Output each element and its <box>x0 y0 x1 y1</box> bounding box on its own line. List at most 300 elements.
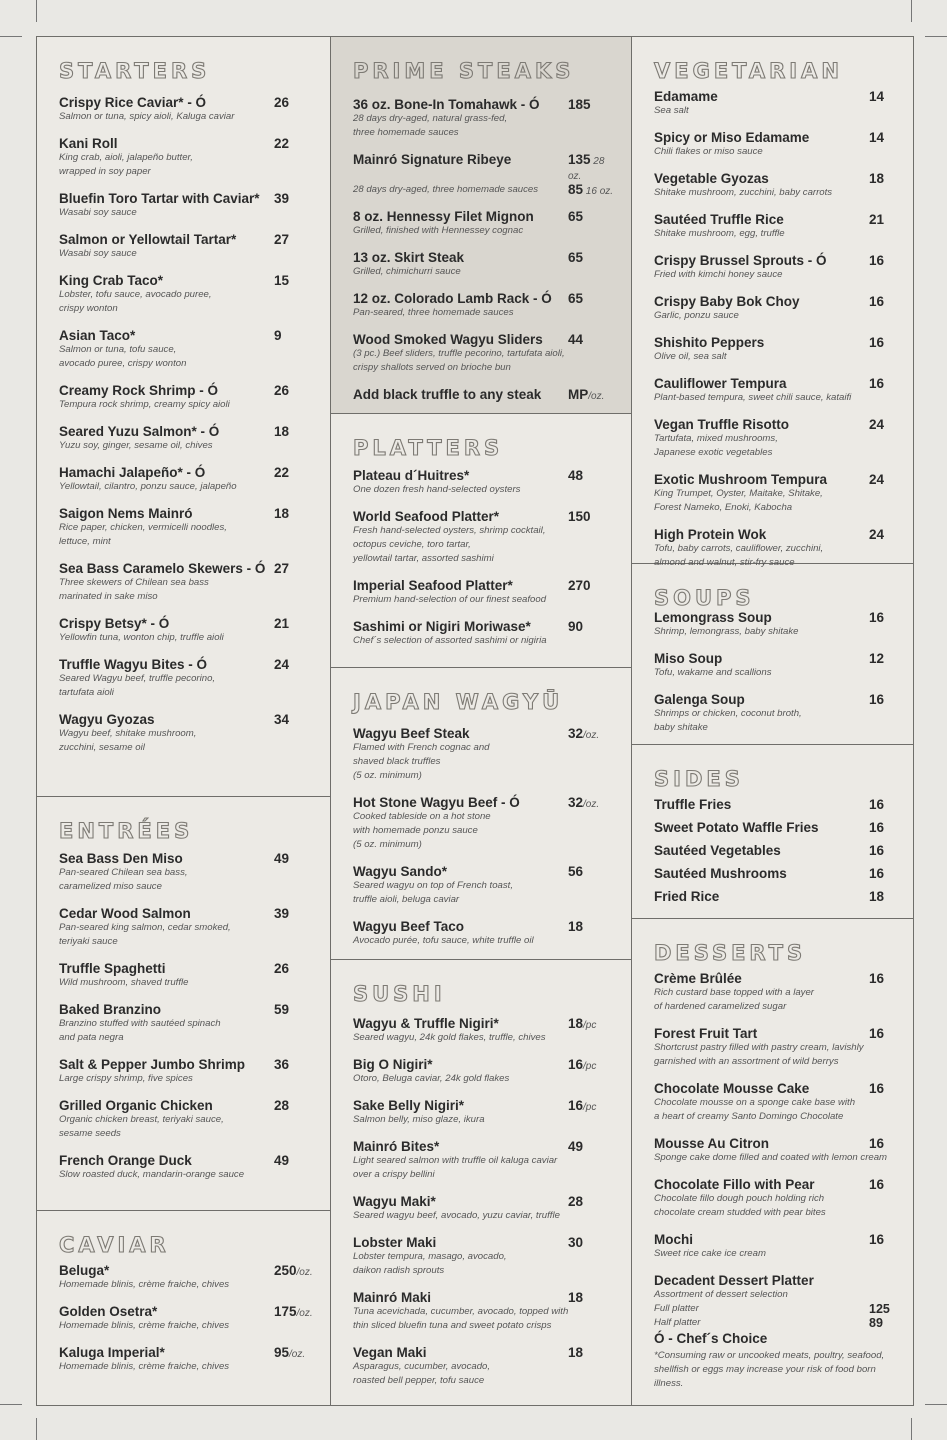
item-price <box>568 1139 583 1154</box>
menu-item-baked-branzino <box>59 1002 314 1045</box>
item-name: Truffle Fries <box>654 797 732 812</box>
menu-item-list <box>353 468 615 660</box>
item-price <box>274 1153 289 1168</box>
item-price <box>274 616 289 631</box>
menu-item-fried-rice <box>654 889 897 904</box>
menu-item-row <box>353 1345 615 1360</box>
menu-item-truffle-wagyu-bites-o <box>59 657 314 700</box>
menu-item-row <box>654 1177 897 1192</box>
menu-item-row <box>353 1290 615 1305</box>
section-title: CAVIAR <box>59 1233 170 1257</box>
item-name: Sake Belly Nigiri* <box>353 1098 465 1113</box>
menu-item-row <box>59 851 314 866</box>
menu-item-hamachi-jalapeno-o <box>59 465 314 494</box>
menu-item-truffle-spaghetti <box>59 961 314 990</box>
price-line <box>869 820 884 835</box>
price-line <box>274 465 289 480</box>
price-unit: /pc <box>583 1061 597 1072</box>
price-value: 56 <box>568 864 584 879</box>
menu-item-row <box>654 335 897 350</box>
item-price <box>568 152 615 197</box>
price-line <box>869 527 884 542</box>
price-line <box>869 335 884 350</box>
section-title: PLATTERS <box>353 436 504 460</box>
price-line <box>869 1232 884 1247</box>
price-value: 39 <box>274 906 290 921</box>
menu-item-row <box>59 383 314 398</box>
item-price <box>869 1136 884 1151</box>
menu-item-chocolate-fillo-with-pear <box>654 1177 897 1220</box>
column-left <box>37 37 330 1405</box>
item-price <box>274 657 289 672</box>
item-name: Wagyu Sando* <box>353 864 448 879</box>
item-price <box>274 1304 313 1319</box>
item-price <box>568 619 583 634</box>
price-value: MP <box>568 387 589 402</box>
menu-item-mochi <box>654 1232 897 1261</box>
item-price <box>869 866 884 881</box>
item-description: Flamed with French cognac and shaved black truffles (5 oz. minimum) <box>353 742 490 781</box>
item-name: Baked Branzino <box>59 1002 162 1017</box>
price-unit: 16 oz. <box>583 186 614 197</box>
chef-choice-legend: Ó - Chef´s Choice <box>654 1331 768 1346</box>
item-description: Sea salt <box>654 105 689 116</box>
menu-item-list <box>59 1263 314 1386</box>
item-price <box>869 971 884 986</box>
section-vegetarian <box>632 37 913 568</box>
item-name: Seared Yuzu Salmon* - Ó <box>59 424 220 439</box>
price-line <box>568 468 583 483</box>
item-description: One dozen fresh hand-selected oysters <box>353 484 521 495</box>
price-value: 65 <box>568 291 584 306</box>
item-name: Cedar Wood Salmon <box>59 906 191 921</box>
item-description: King crab, aioli, jalapeño butter, wrapped in soy paper <box>59 152 193 177</box>
price-line <box>274 657 289 672</box>
menu-item-kani-roll <box>59 136 314 179</box>
menu-item-lemongrass-soup <box>654 610 897 639</box>
menu-item-salmon-or-yellowtail-tartar <box>59 232 314 261</box>
item-price <box>568 864 583 879</box>
item-description: Seared Wagyu beef, truffle pecorino, tartufata aioli <box>59 673 216 698</box>
item-name: Add black truffle to any steak <box>353 387 542 402</box>
price-line <box>274 1098 289 1113</box>
price-value: 14 <box>869 130 885 145</box>
price-value: 28 <box>274 1098 290 1113</box>
price-line <box>869 1026 884 1041</box>
price-value: 18 <box>568 1345 584 1360</box>
item-price <box>568 387 604 402</box>
item-price <box>869 889 884 904</box>
item-description: Light seared salmon with truffle oil kaluga caviar over a crispy bellini <box>353 1155 558 1180</box>
item-description: Salmon or tuna, tofu sauce, avocado puree, crispy wonton <box>59 344 187 369</box>
menu-item-row <box>59 95 314 110</box>
menu-item-row <box>654 866 897 881</box>
menu-item-sauteed-truffle-rice <box>654 212 897 241</box>
price-line <box>869 610 884 625</box>
item-name: Imperial Seafood Platter* <box>353 578 513 593</box>
item-name: Big O Nigiri* <box>353 1057 433 1072</box>
menu-item-row <box>59 1153 314 1168</box>
menu-item-saigon-nems-mainro <box>59 506 314 549</box>
item-name: Sea Bass Den Miso <box>59 851 183 866</box>
menu-item-crispy-brussel-sprouts-o <box>654 253 897 282</box>
menu-item-king-crab-taco <box>59 273 314 316</box>
item-name: Vegetable Gyozas <box>654 171 769 186</box>
item-description: Shrimps or chicken, coconut broth, baby shitake <box>654 708 802 733</box>
price-value: 21 <box>274 616 290 631</box>
item-description: Yellowfin tuna, wonton chip, truffle aioli <box>59 632 224 643</box>
item-description: Chocolate fillo dough pouch holding rich chocolate cream studded with pear bites <box>654 1193 826 1218</box>
item-price <box>274 506 289 521</box>
item-name: Plateau d´Huitres* <box>353 468 470 483</box>
item-price <box>869 1026 884 1041</box>
item-price <box>274 906 289 921</box>
item-description: Pan-seared Chilean sea bass, caramelized miso sauce <box>59 867 188 892</box>
item-price <box>274 232 289 247</box>
menu-item-mousse-au-citron <box>654 1136 897 1165</box>
item-name: Crispy Baby Bok Choy <box>654 294 800 309</box>
price-line <box>869 130 884 145</box>
item-description: Lobster tempura, masago, avocado, daikon radish sprouts <box>353 1251 507 1276</box>
price-value: 27 <box>274 561 290 576</box>
item-name: Hamachi Jalapeño* - Ó <box>59 465 206 480</box>
menu-item-list <box>654 89 897 582</box>
item-price <box>568 332 583 347</box>
menu-item-sweet-potato-waffle-fries <box>654 820 897 835</box>
item-description: Tofu, baby carrots, cauliflower, zucchini, almond and walnut, stir-fry sauce <box>654 543 824 568</box>
item-description: Chef´s selection of assorted sashimi or nigiria <box>353 635 547 646</box>
item-description: Sponge cake dome filled and coated with lemon cream <box>654 1152 888 1163</box>
price-line <box>869 212 884 227</box>
section-title: SIDES <box>654 767 744 791</box>
item-name: Miso Soup <box>654 651 723 666</box>
menu-item-kaluga-imperial <box>59 1345 314 1374</box>
item-description: Plant-based tempura, sweet chili sauce, kataifi <box>654 392 852 403</box>
menu-item-truffle-fries <box>654 797 897 812</box>
item-description: Wasabi soy sauce <box>59 248 137 259</box>
price-value: 9 <box>274 328 282 343</box>
section-caviar <box>37 1211 330 1405</box>
item-description: Olive oil, sea salt <box>654 351 727 362</box>
item-description: Sweet rice cake ice cream <box>654 1248 766 1259</box>
item-description: Lobster, tofu sauce, avocado puree, crispy wonton <box>59 289 212 314</box>
price-value: 26 <box>274 383 290 398</box>
item-price <box>869 417 884 432</box>
item-price <box>274 273 289 288</box>
item-price <box>274 465 289 480</box>
menu-item-row <box>654 651 897 666</box>
price-line <box>274 232 289 247</box>
item-name: Lobster Maki <box>353 1235 437 1250</box>
item-price <box>568 1345 583 1360</box>
menu-item-row <box>654 1232 897 1247</box>
menu-item-asian-taco <box>59 328 314 371</box>
price-value: 18 <box>869 171 885 186</box>
price-value: 44 <box>568 332 584 347</box>
menu-item-row <box>59 506 314 521</box>
menu-item-row <box>353 578 615 593</box>
price-line <box>568 152 615 182</box>
price-value: 39 <box>274 191 290 206</box>
menu-item-cauliflower-tempura <box>654 376 897 405</box>
price-value: 16 <box>869 335 885 350</box>
price-value: 16 <box>869 1136 885 1151</box>
menu-item-row <box>654 692 897 707</box>
price-line <box>274 191 289 206</box>
price-line <box>274 1263 313 1278</box>
item-name: Salt & Pepper Jumbo Shrimp <box>59 1057 246 1072</box>
menu-item-crispy-betsy-o <box>59 616 314 645</box>
item-name: 13 oz. Skirt Steak <box>353 250 465 265</box>
price-unit: /oz. <box>296 1267 313 1278</box>
menu-item-row <box>59 712 314 727</box>
item-price <box>568 291 583 306</box>
item-description: Tartufata, mixed mushrooms, Japanese exotic vegetables <box>654 433 778 458</box>
price-value: 65 <box>568 250 584 265</box>
item-description: Tofu, wakame and scallions <box>654 667 772 678</box>
price-line <box>274 851 289 866</box>
item-name: Decadent Dessert Platter <box>654 1273 814 1288</box>
price-line <box>869 472 884 487</box>
item-price <box>568 1235 583 1250</box>
menu-item-world-seafood-platter <box>353 509 615 566</box>
price-line <box>568 1345 583 1360</box>
item-price <box>274 1057 289 1072</box>
item-name: Grilled Organic Chicken <box>59 1098 213 1113</box>
item-name: 36 oz. Bone-In Tomahawk - Ó <box>353 97 540 112</box>
price-line <box>869 866 884 881</box>
item-name: Cauliflower Tempura <box>654 376 787 391</box>
item-name: Mousse Au Citron <box>654 1136 770 1151</box>
price-line <box>869 843 884 858</box>
item-description: Slow roasted duck, mandarin-orange sauce <box>59 1169 245 1180</box>
item-name: Golden Osetra* <box>59 1304 158 1319</box>
item-description: Homemade blinis, crème fraiche, chives <box>59 1361 230 1372</box>
menu-item-row <box>654 376 897 391</box>
menu-item-mainro-bites <box>353 1139 615 1182</box>
menu-item-row <box>353 291 615 306</box>
menu-item-row <box>654 820 897 835</box>
menu-item-sake-belly-nigiri <box>353 1098 615 1127</box>
item-name: Wagyu Beef Steak <box>353 726 470 741</box>
item-description: Yellowtail, cilantro, ponzu sauce, jalapeño <box>59 481 237 492</box>
menu-item-list <box>654 610 897 747</box>
item-price <box>568 919 583 934</box>
price-line <box>274 1304 313 1319</box>
price-value: 90 <box>568 619 584 634</box>
section-platters <box>331 414 631 668</box>
price-value: 28 <box>568 1194 584 1209</box>
item-name: Truffle Wagyu Bites - Ó <box>59 657 208 672</box>
item-description: Shortcrust pastry filled with pastry cream, lavishly garnished with an assortment of wild berrys <box>654 1042 864 1067</box>
chef-footer <box>654 1331 901 1391</box>
price-value: 95 <box>274 1345 290 1360</box>
price-unit: /pc <box>583 1102 597 1113</box>
item-name: Chocolate Fillo with Pear <box>654 1177 815 1192</box>
menu-item-imperial-seafood-platter <box>353 578 615 607</box>
price-line <box>568 97 591 112</box>
item-description: Three skewers of Chilean sea bass marinated in sake miso <box>59 577 209 602</box>
item-price <box>869 253 884 268</box>
price-value: 49 <box>274 1153 290 1168</box>
menu-item-seared-yuzu-salmon-o <box>59 424 314 453</box>
price-line <box>274 328 282 343</box>
section-title: SUSHI <box>353 982 446 1006</box>
menu-item-13-oz-skirt-steak <box>353 250 615 279</box>
item-description: Shitake mushroom, zucchini, baby carrots <box>654 187 833 198</box>
section-title: SOUPS <box>654 586 755 610</box>
item-name: Vegan Maki <box>353 1345 427 1360</box>
price-value: 30 <box>568 1235 584 1250</box>
price-value: 24 <box>869 527 885 542</box>
item-description: Rich custard base topped with a layer of hardened caramelized sugar <box>654 987 814 1012</box>
price-value: 21 <box>869 212 885 227</box>
price-line <box>568 209 583 224</box>
menu-item-row <box>654 253 897 268</box>
menu-item-wagyu-gyozas <box>59 712 314 755</box>
item-description: Fresh hand-selected oysters, shrimp cocktail, octopus ceviche, toro tartar, yellowtail tartar, assorted sashimi <box>353 525 546 564</box>
menu-item-list <box>353 97 615 414</box>
item-name: Vegan Truffle Risotto <box>654 417 790 432</box>
item-description: Wild mushroom, shaved truffle <box>59 977 189 988</box>
price-line <box>274 383 289 398</box>
item-name: Saigon Nems Mainró <box>59 506 193 521</box>
menu-item-plateau-d-huitres <box>353 468 615 497</box>
item-name: Crispy Betsy* - Ó <box>59 616 170 631</box>
item-name: Mainró Bites* <box>353 1139 440 1154</box>
item-name: Sautéed Mushrooms <box>654 866 787 881</box>
section-title: STARTERS <box>59 59 211 83</box>
item-price <box>274 328 282 343</box>
menu-item-row <box>654 843 897 858</box>
price-line <box>869 651 884 666</box>
menu-item-row <box>59 191 314 206</box>
crop-mark <box>0 1404 22 1405</box>
price-value: 18 <box>274 424 290 439</box>
price-value: 34 <box>274 712 290 727</box>
menu-item-vegan-truffle-risotto <box>654 417 897 460</box>
price-line <box>274 1153 289 1168</box>
item-description: King Trumpet, Oyster, Maitake, Shitake, Forest Nameko, Enoki, Kabocha <box>654 488 823 513</box>
item-price <box>274 1263 313 1278</box>
menu-item-row <box>654 527 897 542</box>
menu-item-spicy-or-miso-edamame <box>654 130 897 159</box>
item-price <box>274 561 289 576</box>
menu-item-row <box>654 417 897 432</box>
price-line <box>869 889 884 904</box>
item-description: Premium hand-selection of our finest seafood <box>353 594 547 605</box>
item-name: Chocolate Mousse Cake <box>654 1081 810 1096</box>
item-price <box>568 1057 596 1072</box>
price-line <box>274 1345 305 1360</box>
item-description: Cooked tableside on a hot stone with homemade ponzu sauce (5 oz. minimum) <box>353 811 491 850</box>
item-description: Fried with kimchi honey sauce <box>654 269 783 280</box>
price-line <box>869 1081 884 1096</box>
menu-item-add-black-truffle-to-any-steak <box>353 387 615 402</box>
item-price <box>568 209 583 224</box>
item-price <box>869 472 884 487</box>
menu-item-row <box>654 1273 897 1288</box>
menu-item-galenga-soup <box>654 692 897 735</box>
item-price <box>274 712 289 727</box>
menu-item-row <box>59 273 314 288</box>
crop-mark <box>925 36 947 37</box>
item-price <box>274 191 289 206</box>
price-line <box>568 1057 596 1072</box>
price-value: 36 <box>274 1057 290 1072</box>
item-name: Wagyu Beef Taco <box>353 919 465 934</box>
price-value: 16 <box>869 253 885 268</box>
menu-item-wagyu-truffle-nigiri <box>353 1016 615 1045</box>
menu-item-sea-bass-den-miso <box>59 851 314 894</box>
menu-item-mainro-maki <box>353 1290 615 1333</box>
price-value: 270 <box>568 578 591 593</box>
section-starters <box>37 37 330 797</box>
price-line <box>568 919 583 934</box>
price-line <box>869 417 884 432</box>
price-line <box>869 797 884 812</box>
item-name: Wagyu & Truffle Nigiri* <box>353 1016 499 1031</box>
price-unit: /oz. <box>588 391 605 402</box>
menu-item-salt-pepper-jumbo-shrimp <box>59 1057 314 1086</box>
item-description: Salmon belly, miso glaze, ikura <box>353 1114 485 1125</box>
price-tier <box>654 1316 897 1330</box>
menu-item-sea-bass-caramelo-skewers-o <box>59 561 314 604</box>
price-line <box>274 1002 289 1017</box>
item-name: Wagyu Gyozas <box>59 712 155 727</box>
item-description: 28 days dry-aged, natural grass-fed, three homemade sauces <box>353 113 508 138</box>
price-value: 16 <box>869 376 885 391</box>
item-description: Grilled, finished with Hennessey cognac <box>353 225 524 236</box>
menu-item-36-oz-bone-in-tomahawk-o <box>353 97 615 140</box>
menu-item-row <box>59 561 314 576</box>
price-value: 150 <box>568 509 591 524</box>
item-price <box>869 797 884 812</box>
item-description: Wagyu beef, shitake mushroom, zucchini, sesame oil <box>59 728 197 753</box>
price-value: 16 <box>869 820 885 835</box>
item-price <box>869 843 884 858</box>
price-value: 49 <box>274 851 290 866</box>
menu-item-row <box>654 1081 897 1096</box>
menu-item-crispy-baby-bok-choy <box>654 294 897 323</box>
menu-item-row <box>59 1304 314 1319</box>
menu-item-row <box>59 1098 314 1113</box>
price-unit: /oz. <box>289 1349 306 1360</box>
item-price <box>869 692 884 707</box>
food-safety-note: *Consuming raw or uncooked meats, poultry, seafood, shellfish or eggs may increase your risk of food born illness. <box>654 1350 885 1389</box>
section-title: ENTRÉES <box>59 819 194 843</box>
price-line <box>568 619 583 634</box>
item-price <box>869 1081 884 1096</box>
menu-item-row <box>353 1194 615 1209</box>
price-line <box>568 509 591 524</box>
item-price <box>869 130 884 145</box>
price-line <box>568 1194 583 1209</box>
menu-item-row <box>654 1026 897 1041</box>
crop-mark <box>36 0 37 22</box>
price-value: 16 <box>869 610 885 625</box>
menu-item-big-o-nigiri <box>353 1057 615 1086</box>
item-name: Sea Bass Caramelo Skewers - Ó <box>59 561 266 576</box>
menu-item-row <box>353 332 615 347</box>
section-prime-steaks <box>331 37 631 414</box>
item-description: Seared wagyu on top of French toast, truffle aioli, beluga caviar <box>353 880 513 905</box>
item-description: Tuna acevichada, cucumber, avocado, topped with thin sliced bluefin tuna and sweet potato crisps <box>353 1306 569 1331</box>
price-value: 49 <box>568 1139 584 1154</box>
item-price <box>869 820 884 835</box>
item-name: 8 oz. Hennessy Filet Mignon <box>353 209 534 224</box>
item-description: Wasabi soy sauce <box>59 207 137 218</box>
